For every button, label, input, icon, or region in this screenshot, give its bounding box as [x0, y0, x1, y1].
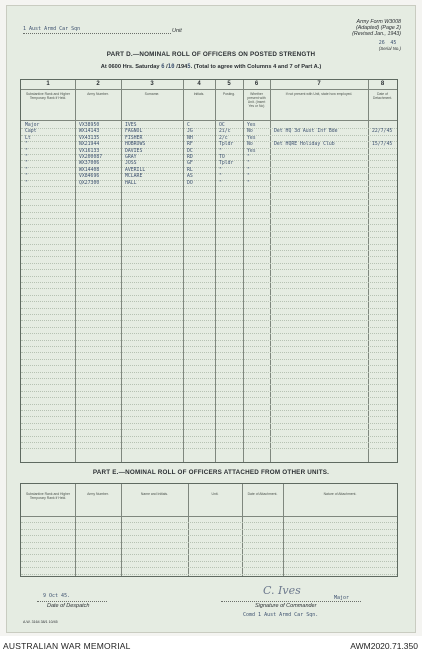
date-year-prefix: 194: [177, 64, 188, 70]
ruled-line: [21, 192, 397, 193]
table-cell: 2/c: [219, 135, 228, 141]
despatch-date: 9 Oct 45.: [43, 593, 71, 599]
column-divider: [183, 80, 184, 462]
ruled-line: [21, 436, 397, 437]
ruled-line: [21, 295, 397, 296]
document-sheet: [6, 5, 416, 633]
table-cell: JG: [187, 129, 193, 135]
column-header: If not present with Unit, state how employed.: [285, 92, 353, 96]
table-cell: RD: [187, 155, 193, 160]
column-header: Date of Detachment.: [372, 92, 393, 100]
column-header: Name and Initials.: [140, 492, 169, 496]
table-cell: ": [25, 180, 28, 186]
table-cell: VX200087: [79, 155, 103, 160]
column-number: 7: [317, 81, 321, 87]
table-cell: FISHER: [125, 135, 143, 141]
table-cell: Capt: [25, 129, 37, 135]
commander-rank: Major: [334, 595, 350, 601]
commander-signature: C. Ives: [263, 584, 301, 597]
table-cell: VX43135: [79, 135, 100, 141]
ruled-line: [21, 529, 397, 530]
table-cell: C: [187, 123, 190, 128]
part-d-date-line: At 0600 Hrs. Saturday 6 /10 /1945. (Total to agree with Columns 4 and 7 of Part A.): [100, 64, 322, 70]
ruled-line: [21, 237, 397, 238]
date-line-prefix: At 0600 Hrs. Saturday: [100, 64, 160, 70]
column-divider: [75, 80, 76, 462]
commander-unit: Comd 1 Aust Armd Car Sqn.: [243, 612, 319, 618]
column-divider: [242, 484, 243, 576]
ruled-line: [21, 448, 397, 449]
table-cell: WX14408: [79, 167, 100, 173]
table-cell: DAVIES: [125, 148, 143, 154]
ruled-line: [21, 384, 397, 385]
form-line-3: (Revised Jan., 1943): [352, 31, 401, 38]
table-cell: ": [25, 142, 28, 148]
ruled-line: [21, 535, 397, 536]
column-divider: [121, 80, 122, 462]
table-cell: 2i/c: [219, 129, 231, 135]
table-cell: 15/7/45: [372, 142, 393, 148]
table-cell: No: [247, 129, 253, 135]
table-cell: RL: [187, 167, 193, 173]
ruled-line: [21, 288, 397, 289]
column-divider: [121, 484, 122, 576]
serial-typed-a: 26: [378, 40, 385, 46]
signature-label: Signature of Commander: [255, 603, 317, 609]
table-cell: No: [247, 142, 253, 148]
column-number: 5: [227, 81, 231, 87]
ruled-line: [21, 352, 397, 353]
column-header: Initials.: [193, 92, 205, 96]
header-divider: [21, 120, 397, 121]
part-d-title: PART D.—NOMINAL ROLL OF OFFICERS ON POSTED STRENGTH: [106, 51, 316, 58]
ruled-line: [21, 365, 397, 366]
column-number: 6: [254, 81, 259, 87]
ruled-line: [21, 135, 397, 136]
column-header: Substantive Rank and Higher Temporary Rank if Held.: [25, 92, 71, 100]
column-divider: [270, 80, 271, 462]
ruled-line: [21, 314, 397, 315]
ruled-line: [21, 378, 397, 379]
unit-underline: [23, 33, 171, 34]
column-number: 3: [150, 81, 154, 87]
date-month: 10: [167, 64, 175, 70]
ruled-line: [21, 423, 397, 424]
table-cell: NX21944: [79, 142, 100, 148]
ruled-line: [21, 212, 397, 213]
table-cell: VX16133: [79, 148, 100, 154]
table-cell: AS: [187, 174, 193, 180]
archive-name: AUSTRALIAN WAR MEMORIAL: [3, 641, 131, 651]
table-cell: ": [219, 167, 222, 173]
ruled-line: [21, 263, 397, 264]
serial-label: (Serial No.): [378, 46, 401, 51]
table-cell: Det HQ 3d Aust Inf Bde: [274, 129, 338, 135]
ruled-line: [21, 244, 397, 245]
ruled-line: [21, 180, 397, 181]
table-cell: VX84696: [79, 174, 100, 180]
ruled-line: [21, 340, 397, 341]
table-cell: Yes: [247, 135, 256, 141]
ruled-line: [21, 231, 397, 232]
serial-typed-b: 45: [390, 40, 397, 46]
column-header: Surname.: [144, 92, 160, 96]
ruled-line: [21, 154, 397, 155]
ruled-line: [21, 308, 397, 309]
table-cell: ": [247, 161, 250, 167]
table-cell: ": [25, 155, 28, 160]
table-cell: VX38950: [79, 123, 100, 128]
table-cell: ": [219, 180, 222, 186]
form-line-1: Army Form W3008: [356, 19, 401, 25]
table-cell: Yes: [247, 148, 256, 154]
table-cell: ": [219, 148, 222, 154]
form-identifier: [352, 19, 401, 38]
column-header: Whether present with Unit. (Insert Yes or No): [247, 92, 266, 108]
ruled-line: [21, 327, 397, 328]
table-cell: MCLARE: [125, 174, 143, 180]
column-header: Army Number.: [87, 492, 109, 496]
ruled-line: [21, 397, 397, 398]
ruled-line: [21, 548, 397, 549]
table-cell: ": [247, 155, 250, 160]
ruled-line: [21, 128, 397, 129]
table-cell: Tpldr: [219, 161, 234, 167]
form-line-2: (Adapted) (Page 2): [355, 25, 401, 32]
ruled-line: [21, 416, 397, 417]
ruled-line: [21, 250, 397, 251]
ruled-line: [21, 301, 397, 302]
ruled-line: [21, 224, 397, 225]
table-cell: ": [219, 174, 222, 180]
table-cell: WX14143: [79, 129, 100, 135]
ruled-line: [21, 205, 397, 206]
ruled-line: [21, 199, 397, 200]
ruled-line: [21, 148, 397, 149]
ruled-line: [21, 567, 397, 568]
column-header: Nature of Attachment.: [323, 492, 357, 496]
table-cell: Lt: [25, 135, 31, 141]
column-number: 2: [96, 81, 100, 87]
table-cell: ": [25, 167, 28, 173]
table-cell: RF: [187, 142, 193, 148]
ruled-line: [21, 522, 397, 523]
ruled-line: [21, 256, 397, 257]
ruled-line: [21, 269, 397, 270]
column-divider: [188, 484, 189, 576]
table-cell: ": [25, 148, 28, 154]
header-divider: [21, 89, 397, 90]
despatch-label: Date of Despatch: [47, 603, 90, 609]
ruled-line: [21, 359, 397, 360]
column-number: 8: [380, 81, 385, 87]
ruled-line: [21, 333, 397, 334]
ruled-line: [21, 276, 397, 277]
ruled-line: [21, 282, 397, 283]
table-cell: Det HQRE Holiday Club: [274, 142, 335, 148]
archive-caption-bar: [0, 636, 422, 653]
unit-label: Unit: [172, 28, 182, 34]
ruled-line: [21, 429, 397, 430]
table-cell: NH: [187, 135, 193, 141]
header-divider: [21, 516, 397, 517]
table-cell: HALL: [125, 180, 137, 186]
date-line-suffix: (Total to agree with Columns 4 and 7 of Part A.): [193, 64, 322, 70]
table-cell: Tpldr: [219, 142, 234, 148]
ruled-line: [21, 141, 397, 142]
table-cell: TO: [219, 155, 225, 160]
table-cell: IVES: [125, 123, 137, 128]
part-e-table: [20, 483, 398, 577]
column-divider: [368, 80, 369, 462]
table-cell: AVERILL: [125, 167, 146, 173]
column-header: Posting.: [222, 92, 236, 96]
ruled-line: [21, 167, 397, 168]
table-cell: DO: [187, 180, 193, 186]
column-header: Substantive Rank and Higher Temporary Rank if Held.: [25, 492, 71, 500]
part-e-title: PART E.—NOMINAL ROLL OF OFFICERS ATTACHED FROM OTHER UNITS.: [92, 469, 330, 476]
column-header: Date of Attachment.: [247, 492, 278, 496]
date-day: 6: [161, 64, 165, 70]
ruled-line: [21, 391, 397, 392]
part-d-table: [20, 79, 398, 463]
column-header: Unit.: [211, 492, 219, 496]
table-cell: ": [247, 167, 250, 173]
table-cell: DC: [187, 148, 193, 154]
ruled-line: [21, 218, 397, 219]
ruled-line: [21, 346, 397, 347]
ruled-line: [21, 410, 397, 411]
ruled-line: [21, 186, 397, 187]
column-number: 1: [46, 81, 50, 87]
ruled-line: [21, 372, 397, 373]
column-divider: [243, 80, 244, 462]
despatch-underline: [37, 601, 107, 602]
table-cell: JOSS: [125, 161, 137, 167]
ruled-line: [21, 554, 397, 555]
accession-number: AWM2020.71.350: [350, 641, 418, 651]
signature-underline: [221, 601, 361, 602]
column-divider: [75, 484, 76, 576]
table-cell: Major: [25, 123, 40, 128]
table-cell: 22/7/45: [372, 129, 393, 135]
column-divider: [215, 80, 216, 462]
date-year-suffix: 5: [187, 64, 191, 70]
table-cell: OC: [219, 123, 225, 128]
table-cell: WX37006: [79, 161, 100, 167]
table-cell: GF: [187, 161, 193, 167]
table-cell: ": [247, 180, 250, 186]
printer-mark: A.W. 3164 38/1 10/45: [23, 620, 58, 624]
column-number: 4: [197, 81, 201, 87]
typed-unit-name: 1 Aust Armd Car Sqn: [23, 26, 81, 32]
ruled-line: [21, 173, 397, 174]
column-divider: [283, 484, 284, 576]
ruled-line: [21, 320, 397, 321]
table-cell: QX27300: [79, 180, 100, 186]
ruled-line: [21, 561, 397, 562]
table-cell: ": [25, 161, 28, 167]
table-cell: ": [247, 174, 250, 180]
column-header: Army Number.: [87, 92, 109, 96]
table-cell: Yes: [247, 123, 256, 128]
ruled-line: [21, 160, 397, 161]
table-cell: GRAY: [125, 155, 137, 160]
table-cell: HOBROWS: [125, 142, 146, 148]
ruled-line: [21, 404, 397, 405]
ruled-line: [21, 442, 397, 443]
ruled-line: [21, 574, 397, 575]
ruled-line: [21, 542, 397, 543]
table-cell: FAGNOL: [125, 129, 143, 135]
table-cell: ": [25, 174, 28, 180]
